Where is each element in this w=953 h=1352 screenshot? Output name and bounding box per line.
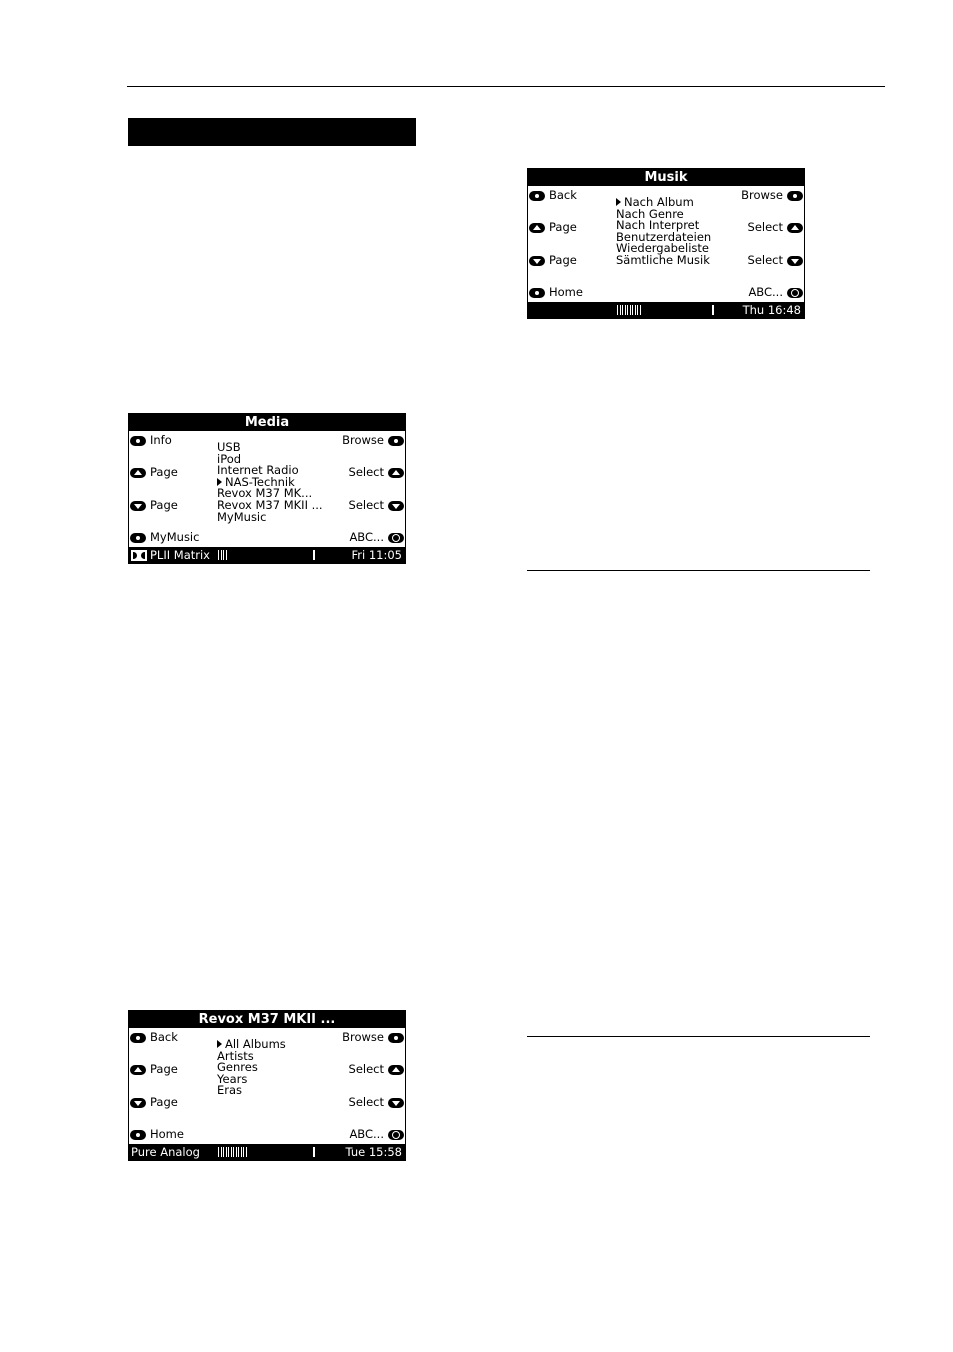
softkey-label: Select [348, 498, 384, 512]
level-meter [617, 305, 642, 315]
ring-key-icon [388, 1130, 404, 1140]
softkey-label: Info [150, 433, 172, 447]
softkey-label: Browse [342, 1030, 384, 1044]
level-tick [233, 1147, 234, 1157]
list-item[interactable]: Wiedergabeliste [616, 241, 709, 256]
browse-softkey[interactable] [741, 189, 803, 202]
select-down-softkey[interactable] [748, 254, 803, 267]
select-up-softkey[interactable] [349, 1063, 404, 1076]
list-item[interactable]: Genres [217, 1060, 258, 1075]
level-tick [625, 305, 626, 315]
dot-key-icon [130, 1033, 146, 1043]
arrow-down-key-icon [787, 256, 803, 266]
softkey-label: Select [348, 1062, 384, 1076]
status-mode: PLII Matrix [150, 548, 210, 562]
select-up-softkey[interactable] [349, 466, 404, 479]
list-item[interactable]: USB [217, 440, 241, 454]
level-marker [313, 550, 315, 560]
select-up-softkey[interactable] [748, 221, 803, 234]
abc-softkey[interactable] [349, 1128, 404, 1141]
menu-list [616, 197, 711, 267]
level-tick [635, 305, 636, 315]
select-down-softkey[interactable] [349, 499, 404, 512]
list-item[interactable]: Years [217, 1071, 248, 1086]
status-bar [129, 547, 405, 563]
softkey-label: Page [150, 1095, 178, 1109]
level-tick [241, 1147, 242, 1157]
level-tick [632, 305, 633, 315]
arrow-down-key-icon [388, 501, 404, 511]
screen-title: Revox M37 MKII ... [129, 1011, 405, 1028]
softkey-label: Home [549, 285, 583, 299]
arrow-down-key-icon [388, 1098, 404, 1108]
list-item[interactable]: Nach Interpret [616, 218, 700, 233]
dot-key-icon [787, 191, 803, 201]
status-time: Tue 15:58 [345, 1145, 402, 1159]
softkey-label: Select [348, 1095, 384, 1109]
page-down-softkey[interactable] [130, 1096, 178, 1109]
ring-key-icon [388, 533, 404, 543]
list-item[interactable]: Eras [217, 1083, 243, 1098]
level-tick [223, 1147, 224, 1157]
status-time: Thu 16:48 [742, 303, 801, 317]
arrow-up-key-icon [529, 223, 545, 233]
level-tick [627, 305, 628, 315]
menu-list [217, 442, 323, 523]
ring-key-icon [787, 288, 803, 298]
level-tick [218, 550, 219, 560]
list-item-selected[interactable]: NAS-Technik [217, 477, 323, 489]
softkey-label: Back [150, 1030, 178, 1044]
list-item[interactable]: Artists [217, 1048, 254, 1063]
status-bar [528, 302, 804, 318]
level-tick [228, 1147, 229, 1157]
list-item[interactable]: Sämtliche Musik [616, 252, 710, 267]
dot-key-icon [130, 436, 146, 446]
arrow-up-key-icon [787, 223, 803, 233]
level-tick [243, 1147, 244, 1157]
level-tick [231, 1147, 232, 1157]
level-marker [712, 305, 714, 315]
select-down-softkey[interactable] [349, 1096, 404, 1109]
arrow-up-key-icon [130, 1065, 146, 1075]
media-screen [128, 413, 406, 564]
musik-screen [527, 168, 805, 319]
softkey-label: Page [549, 220, 577, 234]
dot-key-icon [130, 533, 146, 543]
mymusic-softkey[interactable] [130, 531, 199, 544]
section-rule-1 [527, 570, 870, 571]
level-tick [226, 1147, 227, 1157]
arrow-up-key-icon [388, 1065, 404, 1075]
home-softkey[interactable] [130, 1128, 184, 1141]
level-tick [221, 550, 222, 560]
section-rule-2 [527, 1036, 870, 1037]
softkey-label: Browse [741, 188, 783, 202]
list-item[interactable]: Revox M37 MKII ... [217, 497, 323, 512]
dot-key-icon [388, 436, 404, 446]
info-softkey[interactable] [130, 434, 172, 447]
level-tick [236, 1147, 237, 1157]
status-mode: Pure Analog [131, 1145, 200, 1159]
list-item-selected[interactable]: All Albums [217, 1039, 286, 1051]
level-tick [630, 305, 631, 315]
list-item[interactable]: Benutzerdateien [616, 229, 712, 244]
softkey-label: Select [348, 465, 384, 479]
level-meter [218, 1147, 248, 1157]
status-time: Fri 11:05 [351, 548, 402, 562]
list-item[interactable]: iPod [217, 451, 242, 466]
softkey-label: Page [150, 465, 178, 479]
browse-softkey[interactable] [342, 1031, 404, 1044]
page-down-softkey[interactable] [130, 499, 178, 512]
softkey-label: ABC... [349, 530, 384, 544]
dot-key-icon [529, 191, 545, 201]
level-tick [637, 305, 638, 315]
softkey-label: Page [150, 1062, 178, 1076]
level-tick [221, 1147, 222, 1157]
page-up-softkey[interactable] [130, 1063, 178, 1076]
level-tick [223, 550, 224, 560]
softkey-label: ABC... [748, 285, 783, 299]
arrow-up-key-icon [388, 468, 404, 478]
softkey-label: Back [549, 188, 577, 202]
softkey-label: Home [150, 1127, 184, 1141]
menu-list [217, 1039, 286, 1097]
list-item-selected[interactable]: Nach Album [616, 197, 711, 209]
list-item[interactable]: Revox M37 MK... [217, 486, 313, 501]
section-heading-bar [128, 118, 416, 146]
arrow-down-key-icon [529, 256, 545, 266]
level-tick [622, 305, 623, 315]
list-item[interactable]: Nach Genre [616, 206, 684, 221]
level-tick [640, 305, 641, 315]
dot-key-icon [130, 1130, 146, 1140]
list-item[interactable]: MyMusic [217, 509, 267, 524]
browse-softkey[interactable] [342, 434, 404, 447]
header-rule [127, 86, 885, 87]
level-tick [226, 550, 227, 560]
abc-softkey[interactable] [748, 286, 803, 299]
softkey-label: Page [150, 498, 178, 512]
revox-screen [128, 1010, 406, 1161]
softkey-label: Browse [342, 433, 384, 447]
softkey-label: Select [747, 253, 783, 267]
level-marker [313, 1147, 315, 1157]
status-bar [129, 1144, 405, 1160]
list-item[interactable]: Internet Radio [217, 463, 299, 478]
softkey-label: Select [747, 220, 783, 234]
dot-key-icon [529, 288, 545, 298]
back-softkey[interactable] [130, 1031, 178, 1044]
softkey-label: MyMusic [150, 530, 200, 544]
level-meter [218, 550, 228, 560]
level-tick [238, 1147, 239, 1157]
softkey-label: ABC... [349, 1127, 384, 1141]
level-tick [218, 1147, 219, 1157]
arrow-down-key-icon [130, 501, 146, 511]
back-softkey[interactable] [529, 189, 577, 202]
page-up-softkey[interactable] [130, 466, 178, 479]
dolby-icon [131, 550, 147, 561]
softkey-label: Page [549, 253, 577, 267]
abc-softkey[interactable] [349, 531, 404, 544]
page-up-softkey[interactable] [529, 221, 577, 234]
screen-title: Media [129, 414, 405, 431]
home-softkey[interactable] [529, 286, 583, 299]
level-tick [617, 305, 618, 315]
arrow-down-key-icon [130, 1098, 146, 1108]
level-tick [246, 1147, 247, 1157]
dot-key-icon [388, 1033, 404, 1043]
level-tick [620, 305, 621, 315]
page-down-softkey[interactable] [529, 254, 577, 267]
arrow-up-key-icon [130, 468, 146, 478]
screen-title: Musik [528, 169, 804, 186]
